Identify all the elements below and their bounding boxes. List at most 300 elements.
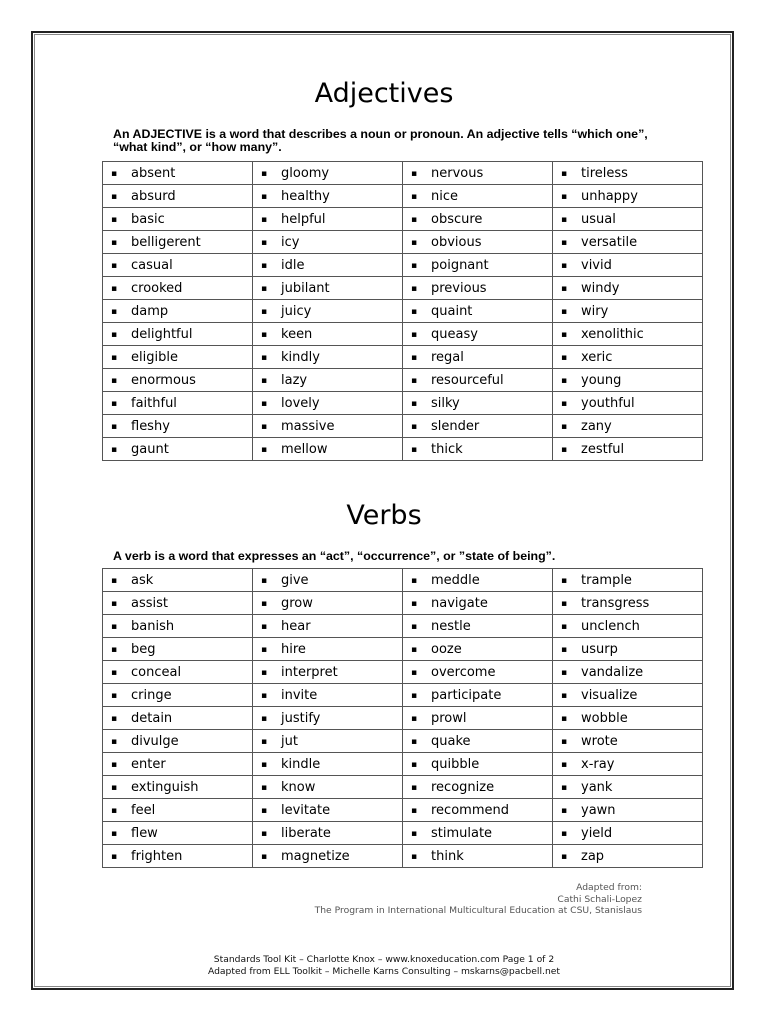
word-text: zestful [581,441,625,457]
word-cell [103,346,253,369]
word-text: yank [581,779,613,795]
word-text: assist [131,595,168,611]
word-cell [403,822,553,845]
word-cell [403,569,553,592]
word-cell [253,254,403,277]
word-text: eligible [131,349,178,365]
table-row [103,277,703,300]
bullet-icon: ▪ [561,690,568,701]
word-text: nice [431,188,458,204]
word-text: fleshy [131,418,170,434]
bullet-icon: ▪ [411,421,418,432]
bullet-icon: ▪ [561,306,568,317]
bullet-icon: ▪ [111,237,118,248]
word-cell [553,661,703,684]
table-row [103,661,703,684]
word-cell [103,392,253,415]
word-text: flew [131,825,158,841]
word-cell [103,415,253,438]
word-text: wobble [581,710,628,726]
table-row [103,369,703,392]
bullet-icon: ▪ [561,398,568,409]
word-cell [253,392,403,415]
word-text: xeric [581,349,613,365]
adjectives-table-body [103,162,703,461]
word-cell [253,661,403,684]
word-text: windy [581,280,620,296]
bullet-icon: ▪ [561,214,568,225]
word-text: regal [431,349,464,365]
word-text: young [581,372,622,388]
word-cell [553,300,703,323]
bullet-icon: ▪ [561,375,568,386]
word-cell [103,185,253,208]
credits [315,882,642,917]
footer-line: Standards Tool Kit – Charlotte Knox – www.knoxeducation.com Page 1 of 2 [213,954,555,965]
word-cell [403,185,553,208]
word-text: cringe [131,687,172,703]
bullet-icon: ▪ [261,398,268,409]
verbs-title: Verbs [346,500,422,531]
bullet-icon: ▪ [411,444,418,455]
bullet-icon: ▪ [411,828,418,839]
word-text: queasy [431,326,478,342]
word-cell [103,753,253,776]
word-cell [103,638,253,661]
bullet-icon: ▪ [411,168,418,179]
word-cell [253,707,403,730]
word-text: tireless [581,165,628,181]
table-row [103,254,703,277]
bullet-icon: ▪ [411,398,418,409]
word-cell [103,569,253,592]
bullet-icon: ▪ [111,352,118,363]
word-text: enormous [131,372,196,388]
word-cell [553,569,703,592]
word-text: absurd [131,188,176,204]
bullet-icon: ▪ [111,191,118,202]
bullet-icon: ▪ [561,667,568,678]
bullet-icon: ▪ [261,444,268,455]
table-row [103,346,703,369]
bullet-icon: ▪ [411,260,418,271]
table-row [103,162,703,185]
word-text: gaunt [131,441,169,457]
bullet-icon: ▪ [561,329,568,340]
word-cell [403,254,553,277]
word-cell [253,415,403,438]
table-row [103,799,703,822]
bullet-icon: ▪ [411,329,418,340]
word-text: absent [131,165,176,181]
word-text: ask [131,572,154,588]
word-cell [403,845,553,868]
word-cell [553,185,703,208]
bullet-icon: ▪ [111,421,118,432]
bullet-icon: ▪ [411,690,418,701]
table-row [103,776,703,799]
word-cell [253,277,403,300]
word-cell [103,231,253,254]
bullet-icon: ▪ [111,805,118,816]
word-cell [253,185,403,208]
table-row [103,569,703,592]
word-text: thick [431,441,463,457]
word-cell [403,592,553,615]
word-cell [403,707,553,730]
word-text: liberate [281,825,331,841]
word-cell [553,707,703,730]
adjectives-description: An ADJECTIVE is a word that describes a noun or pronoun. An adjective tells “which one”, “what kind”, or “how many”. [113,127,648,154]
word-cell [403,415,553,438]
word-cell [403,753,553,776]
word-text: massive [281,418,335,434]
word-cell [553,592,703,615]
word-text: think [431,848,464,864]
word-text: transgress [581,595,650,611]
word-text: recognize [431,779,495,795]
word-cell [403,684,553,707]
bullet-icon: ▪ [261,851,268,862]
word-cell [403,162,553,185]
word-text: jut [281,733,298,749]
bullet-icon: ▪ [261,329,268,340]
bullet-icon: ▪ [261,713,268,724]
word-cell [253,208,403,231]
table-row [103,730,703,753]
word-text: quake [431,733,471,749]
word-text: vandalize [581,664,644,680]
bullet-icon: ▪ [111,329,118,340]
bullet-icon: ▪ [411,283,418,294]
bullet-icon: ▪ [561,444,568,455]
bullet-icon: ▪ [111,260,118,271]
word-cell [553,730,703,753]
word-text: conceal [131,664,182,680]
bullet-icon: ▪ [111,713,118,724]
bullet-icon: ▪ [411,667,418,678]
word-cell [403,300,553,323]
bullet-icon: ▪ [561,805,568,816]
word-text: stimulate [431,825,493,841]
word-text: vivid [581,257,612,273]
bullet-icon: ▪ [561,575,568,586]
word-cell [103,277,253,300]
bullet-icon: ▪ [561,421,568,432]
bullet-icon: ▪ [111,398,118,409]
table-row [103,822,703,845]
word-cell [403,730,553,753]
word-cell [403,369,553,392]
bullet-icon: ▪ [561,759,568,770]
word-text: ooze [431,641,462,657]
word-text: kindly [281,349,320,365]
word-cell [553,231,703,254]
bullet-icon: ▪ [261,782,268,793]
bullet-icon: ▪ [261,828,268,839]
bullet-icon: ▪ [561,713,568,724]
bullet-icon: ▪ [261,168,268,179]
word-cell [253,730,403,753]
bullet-icon: ▪ [561,237,568,248]
bullet-icon: ▪ [561,828,568,839]
word-text: know [281,779,316,795]
word-cell [553,438,703,461]
word-text: previous [431,280,487,296]
bullet-icon: ▪ [111,621,118,632]
word-text: quaint [431,303,473,319]
word-cell [103,615,253,638]
word-cell [553,822,703,845]
word-text: poignant [431,257,489,273]
word-text: give [281,572,309,588]
word-cell [553,684,703,707]
word-cell [253,323,403,346]
word-text: usurp [581,641,618,657]
bullet-icon: ▪ [111,667,118,678]
word-cell [103,707,253,730]
bullet-icon: ▪ [261,260,268,271]
word-text: navigate [431,595,488,611]
bullet-icon: ▪ [261,690,268,701]
bullet-icon: ▪ [411,736,418,747]
word-cell [553,753,703,776]
bullet-icon: ▪ [561,851,568,862]
word-text: x-ray [581,756,615,772]
word-cell [403,615,553,638]
word-text: casual [131,257,173,273]
bullet-icon: ▪ [411,621,418,632]
word-text: usual [581,211,616,227]
word-cell [103,369,253,392]
word-cell [103,799,253,822]
word-text: juicy [281,303,312,319]
word-cell [103,162,253,185]
word-cell [103,845,253,868]
table-row [103,185,703,208]
bullet-icon: ▪ [411,598,418,609]
word-text: unhappy [581,188,638,204]
word-cell [103,822,253,845]
bullet-icon: ▪ [261,598,268,609]
bullet-icon: ▪ [261,421,268,432]
word-cell [403,208,553,231]
adjectives-title: Adjectives [314,78,454,109]
bullet-icon: ▪ [111,644,118,655]
bullet-icon: ▪ [411,306,418,317]
bullet-icon: ▪ [561,168,568,179]
bullet-icon: ▪ [561,644,568,655]
word-text: nervous [431,165,484,181]
table-row [103,438,703,461]
bullet-icon: ▪ [411,713,418,724]
word-text: yield [581,825,613,841]
bullet-icon: ▪ [261,644,268,655]
word-cell [253,845,403,868]
bullet-icon: ▪ [411,575,418,586]
word-cell [553,776,703,799]
bullet-icon: ▪ [411,851,418,862]
word-text: jubilant [281,280,330,296]
word-cell [553,845,703,868]
word-text: faithful [131,395,177,411]
word-text: banish [131,618,175,634]
word-text: kindle [281,756,321,772]
bullet-icon: ▪ [411,214,418,225]
word-cell [253,369,403,392]
word-cell [103,438,253,461]
word-text: feel [131,802,156,818]
word-cell [553,254,703,277]
word-cell [403,638,553,661]
word-cell [553,208,703,231]
word-text: icy [281,234,300,250]
bullet-icon: ▪ [111,782,118,793]
bullet-icon: ▪ [411,805,418,816]
bullet-icon: ▪ [411,237,418,248]
word-text: overcome [431,664,496,680]
word-text: lazy [281,372,308,388]
table-row [103,845,703,868]
word-cell [253,346,403,369]
word-cell [253,822,403,845]
word-text: participate [431,687,502,703]
bullet-icon: ▪ [111,444,118,455]
word-text: healthy [281,188,330,204]
word-text: detain [131,710,173,726]
footer-line: Adapted from ELL Toolkit – Michelle Karns Consulting – mskarns@pacbell.net [207,965,561,977]
word-cell [253,162,403,185]
bullet-icon: ▪ [111,283,118,294]
adjectives-table [102,161,703,461]
word-cell [103,684,253,707]
word-text: frighten [131,848,183,864]
word-text: zap [581,848,605,864]
bullet-icon: ▪ [561,191,568,202]
word-cell [553,346,703,369]
verbs-table [102,568,703,868]
word-cell [253,776,403,799]
table-row [103,592,703,615]
word-text: justify [281,710,321,726]
bullet-icon: ▪ [411,191,418,202]
bullet-icon: ▪ [111,828,118,839]
bullet-icon: ▪ [411,644,418,655]
word-cell [403,323,553,346]
bullet-icon: ▪ [111,375,118,386]
table-row [103,415,703,438]
word-text: belligerent [131,234,201,250]
word-text: invite [281,687,318,703]
bullet-icon: ▪ [411,782,418,793]
credits-line: Cathi Schali-Lopez [557,893,642,905]
word-cell [553,415,703,438]
table-row [103,684,703,707]
word-cell [103,323,253,346]
word-text: wrote [581,733,618,749]
word-cell [553,615,703,638]
word-cell [103,730,253,753]
table-row [103,300,703,323]
bullet-icon: ▪ [561,598,568,609]
word-text: hear [281,618,311,634]
table-row [103,392,703,415]
word-cell [253,592,403,615]
word-cell [253,799,403,822]
word-text: helpful [281,211,326,227]
table-row [103,208,703,231]
bullet-icon: ▪ [261,667,268,678]
bullet-icon: ▪ [261,759,268,770]
bullet-icon: ▪ [111,575,118,586]
word-text: lovely [281,395,320,411]
bullet-icon: ▪ [111,214,118,225]
table-row [103,707,703,730]
bullet-icon: ▪ [261,352,268,363]
word-text: versatile [581,234,638,250]
bullet-icon: ▪ [261,306,268,317]
word-text: delightful [131,326,193,342]
table-row [103,231,703,254]
bullet-icon: ▪ [261,805,268,816]
word-cell [553,392,703,415]
word-text: prowl [431,710,467,726]
verbs-description: A verb is a word that expresses an “act”, “occurrence”, or ”state of being”. [113,549,556,563]
word-text: unclench [581,618,640,634]
word-text: youthful [581,395,635,411]
verbs-table-body [103,569,703,868]
word-cell [253,753,403,776]
word-text: meddle [431,572,480,588]
word-cell [253,438,403,461]
word-cell [553,369,703,392]
table-row [103,323,703,346]
word-text: beg [131,641,156,657]
word-text: mellow [281,441,328,457]
word-text: wiry [581,303,609,319]
word-cell [103,592,253,615]
word-cell [103,254,253,277]
word-cell [403,231,553,254]
word-text: yawn [581,802,616,818]
bullet-icon: ▪ [111,598,118,609]
word-text: resourceful [431,372,504,388]
word-text: idle [281,257,305,273]
word-cell [553,277,703,300]
table-row [103,638,703,661]
bullet-icon: ▪ [111,690,118,701]
word-text: interpret [281,664,338,680]
bullet-icon: ▪ [261,191,268,202]
word-cell [403,277,553,300]
word-text: visualize [581,687,638,703]
word-cell [253,684,403,707]
bullet-icon: ▪ [261,736,268,747]
word-text: gloomy [281,165,330,181]
word-text: levitate [281,802,331,818]
word-text: divulge [131,733,179,749]
bullet-icon: ▪ [261,575,268,586]
word-text: zany [581,418,612,434]
word-text: quibble [431,756,480,772]
word-text: grow [281,595,313,611]
word-text: extinguish [131,779,199,795]
page-footer [0,954,768,977]
bullet-icon: ▪ [111,306,118,317]
word-cell [553,638,703,661]
table-row [103,615,703,638]
bullet-icon: ▪ [561,283,568,294]
